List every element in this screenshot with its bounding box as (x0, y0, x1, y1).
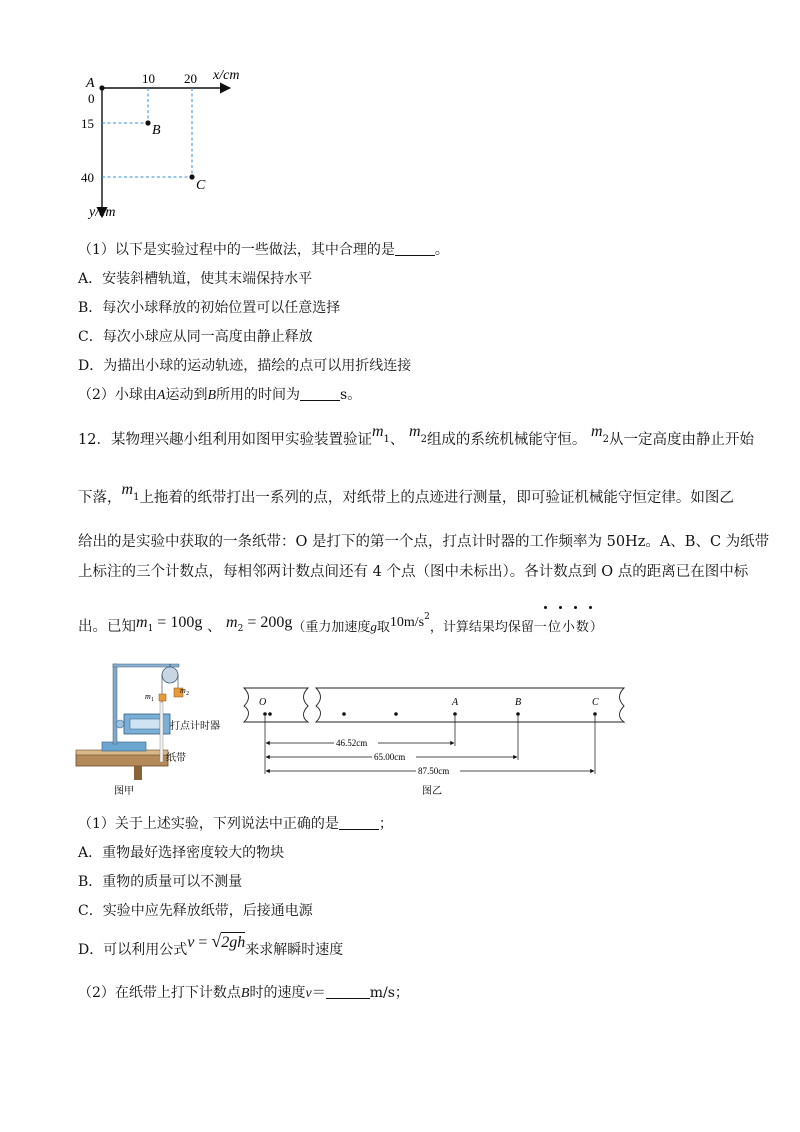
emphasized-text: 一位小数 (533, 619, 590, 635)
point-b-label: B (152, 123, 161, 138)
figure-caption-jia: 图甲 (114, 786, 134, 797)
dist-a-label: 46.52cm (336, 738, 368, 748)
dist-c-label: 87.50cm (418, 766, 450, 776)
q12-option-a: A．重物最好选择密度较大的物块 (78, 845, 285, 861)
dist-b-label: 65.00cm (374, 752, 406, 762)
x-axis-label: x/cm (213, 68, 240, 83)
q11-option-d: D．为描出小球的运动轨迹，描绘的点可以用折线连接 (78, 358, 412, 374)
answer-blank[interactable] (326, 984, 370, 999)
q11-option-c: C．每次小球应从同一高度由静止释放 (78, 329, 313, 345)
point-b-label: B (515, 697, 522, 708)
label-m2: m (180, 686, 186, 695)
point-c-dot (189, 174, 194, 179)
point-a-dot (99, 85, 104, 90)
label-m1: m (145, 692, 151, 701)
point-b-dot (516, 712, 520, 716)
point-c-dot (593, 712, 597, 716)
x-tick-10: 10 (142, 71, 155, 86)
answer-blank[interactable] (300, 386, 340, 401)
q11-option-a: A．安装斜槽轨道，使其末端保持水平 (78, 271, 313, 287)
q12-option-c: C．实验中应先释放纸带，后接通电源 (78, 903, 313, 919)
timer-label: 打点计时器 (170, 721, 220, 732)
q11-option-b: B．每次小球释放的初始位置可以任意选择 (78, 300, 341, 316)
point-o-label: O (259, 697, 267, 708)
q12-part2: （2）在纸带上打下计数点B时的速度v＝ m/s； (78, 985, 409, 1001)
tape-label: 纸带 (166, 753, 186, 764)
q12-option-d: D．可以利用公式v = √2gh来求解瞬时速度 (78, 931, 344, 958)
q12-part1: （1）关于上述实验，下列说法中正确的是 ； (78, 816, 393, 832)
q12-line3: 给出的是实验中获取的一条纸带：O 是打下的第一个点，打点计时器的工作频率为 50Hz。A、B、C 为纸带 (78, 534, 770, 550)
q11-part2: （2）小球由A运动到B所用的时间为 s。 (78, 387, 362, 403)
svg-text:1: 1 (151, 697, 154, 703)
x-tick-20: 20 (184, 71, 197, 86)
svg-text:2: 2 (186, 691, 189, 697)
apparatus-figure (74, 658, 234, 798)
emphasis-dots (541, 606, 601, 612)
y-tick-40: 40 (81, 170, 94, 185)
q11-part1: （1）以下是实验过程中的一些做法，其中合理的是 。 (78, 242, 449, 258)
q12-line2: 下落，$m_1$上拖着的纸带打出一系列的点，对纸带上的点迹进行测量，即可验证机械能守恒定律。如图乙 (78, 481, 734, 506)
q12-line1: 12．某物理兴趣小组利用如图甲实验装置验证$m_1$、 $m_2$组成的系统机械能守恒。 $m_2$从一定高度由静止开始 (78, 423, 754, 448)
figure-caption-yi: 图乙 (422, 786, 442, 797)
q12-line5: 出。已知$m_1 = 100g$ 、 $m_2 = 200g$（重力加速度g取$10m/s^2$，计算结果均保留一位小数） (78, 612, 603, 635)
answer-blank[interactable] (395, 241, 435, 256)
tape-figure (236, 680, 636, 800)
y-axis-label: y/cm (89, 205, 116, 220)
point-c-label: C (196, 178, 206, 193)
q12-line4: 上标注的三个计数点，每相邻两计数点间还有 4 个点（图中未标出）。各计数点到 O 点的距离已在图中标 (78, 564, 749, 580)
origin-y-label: 0 (88, 91, 95, 106)
point-c-label: C (592, 697, 599, 708)
answer-blank[interactable] (339, 815, 379, 830)
y-tick-15: 15 (81, 116, 94, 131)
origin-label: A (86, 76, 95, 91)
point-b-dot (145, 120, 150, 125)
q12-option-b: B．重物的质量可以不测量 (78, 874, 243, 890)
coordinate-figure (80, 62, 260, 224)
point-a-dot (453, 712, 457, 716)
point-a-label: A (452, 697, 459, 708)
